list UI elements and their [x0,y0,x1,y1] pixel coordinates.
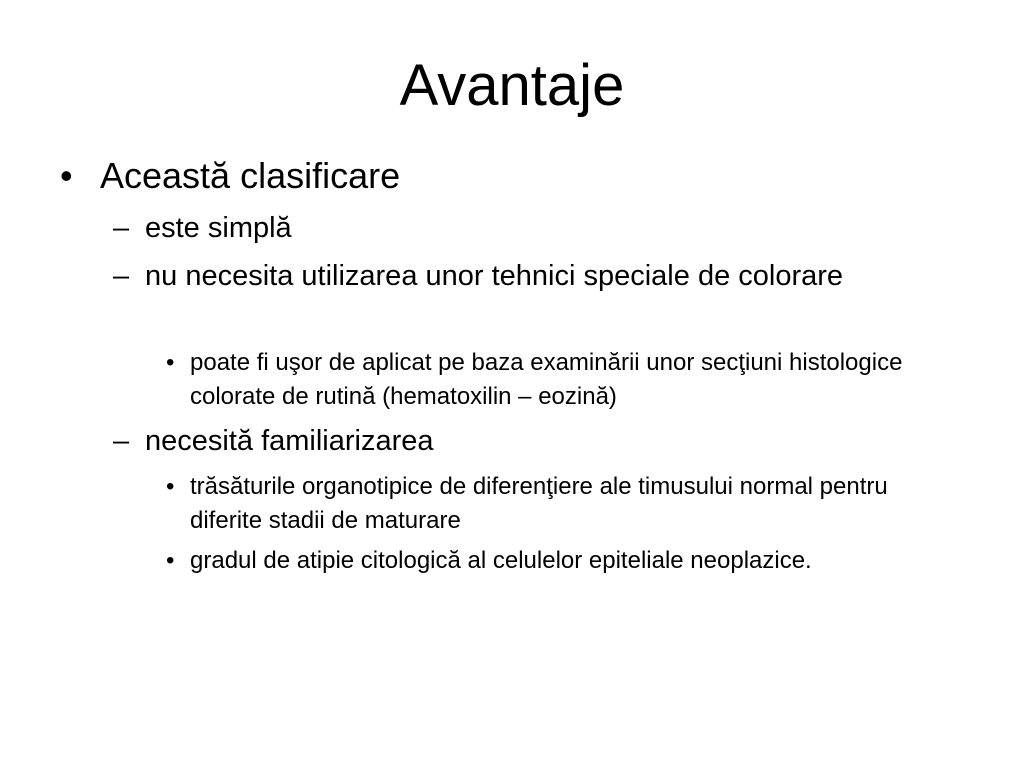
bullet-text: necesită familiarizarea [145,425,434,457]
bullet-marker: • [166,349,175,376]
bullet-level2-familiarization [113,421,885,462]
bullet-level2-no-special-techniques [113,256,885,297]
bullet-marker: • [166,473,175,500]
dash-marker: – [113,212,130,244]
bullet-marker: • [166,547,175,574]
bullet-text: trăsăturile organotipice de diferenţiere ale timusului normal pentru diferite stadii de maturare [190,473,888,534]
dash-marker: – [113,260,130,292]
bullet-text: nu necesita utilizarea unor tehnici speciale de colorare [145,260,844,292]
bullet-text: Această clasificare [100,155,401,196]
bullet-text: gradul de atipie citologică al celulelor epiteliale neoplazice. [190,547,812,574]
bullet-text: poate fi uşor de aplicat pe baza examinării unor secţiuni histologice colorate de rutină (hematoxilin – eozină) [190,349,903,410]
bullet-text: este simplă [145,212,292,244]
bullet-level1-classification [60,155,960,197]
bullet-level3-easy-apply [166,346,950,414]
bullet-marker: • [60,155,73,196]
bullet-level3-organotypic-features [166,470,950,538]
bullet-level3-cytologic-atypia [166,544,950,578]
bullet-level2-simple [113,208,885,249]
dash-marker: – [113,425,130,457]
slide-title: Avantaje [399,53,625,118]
